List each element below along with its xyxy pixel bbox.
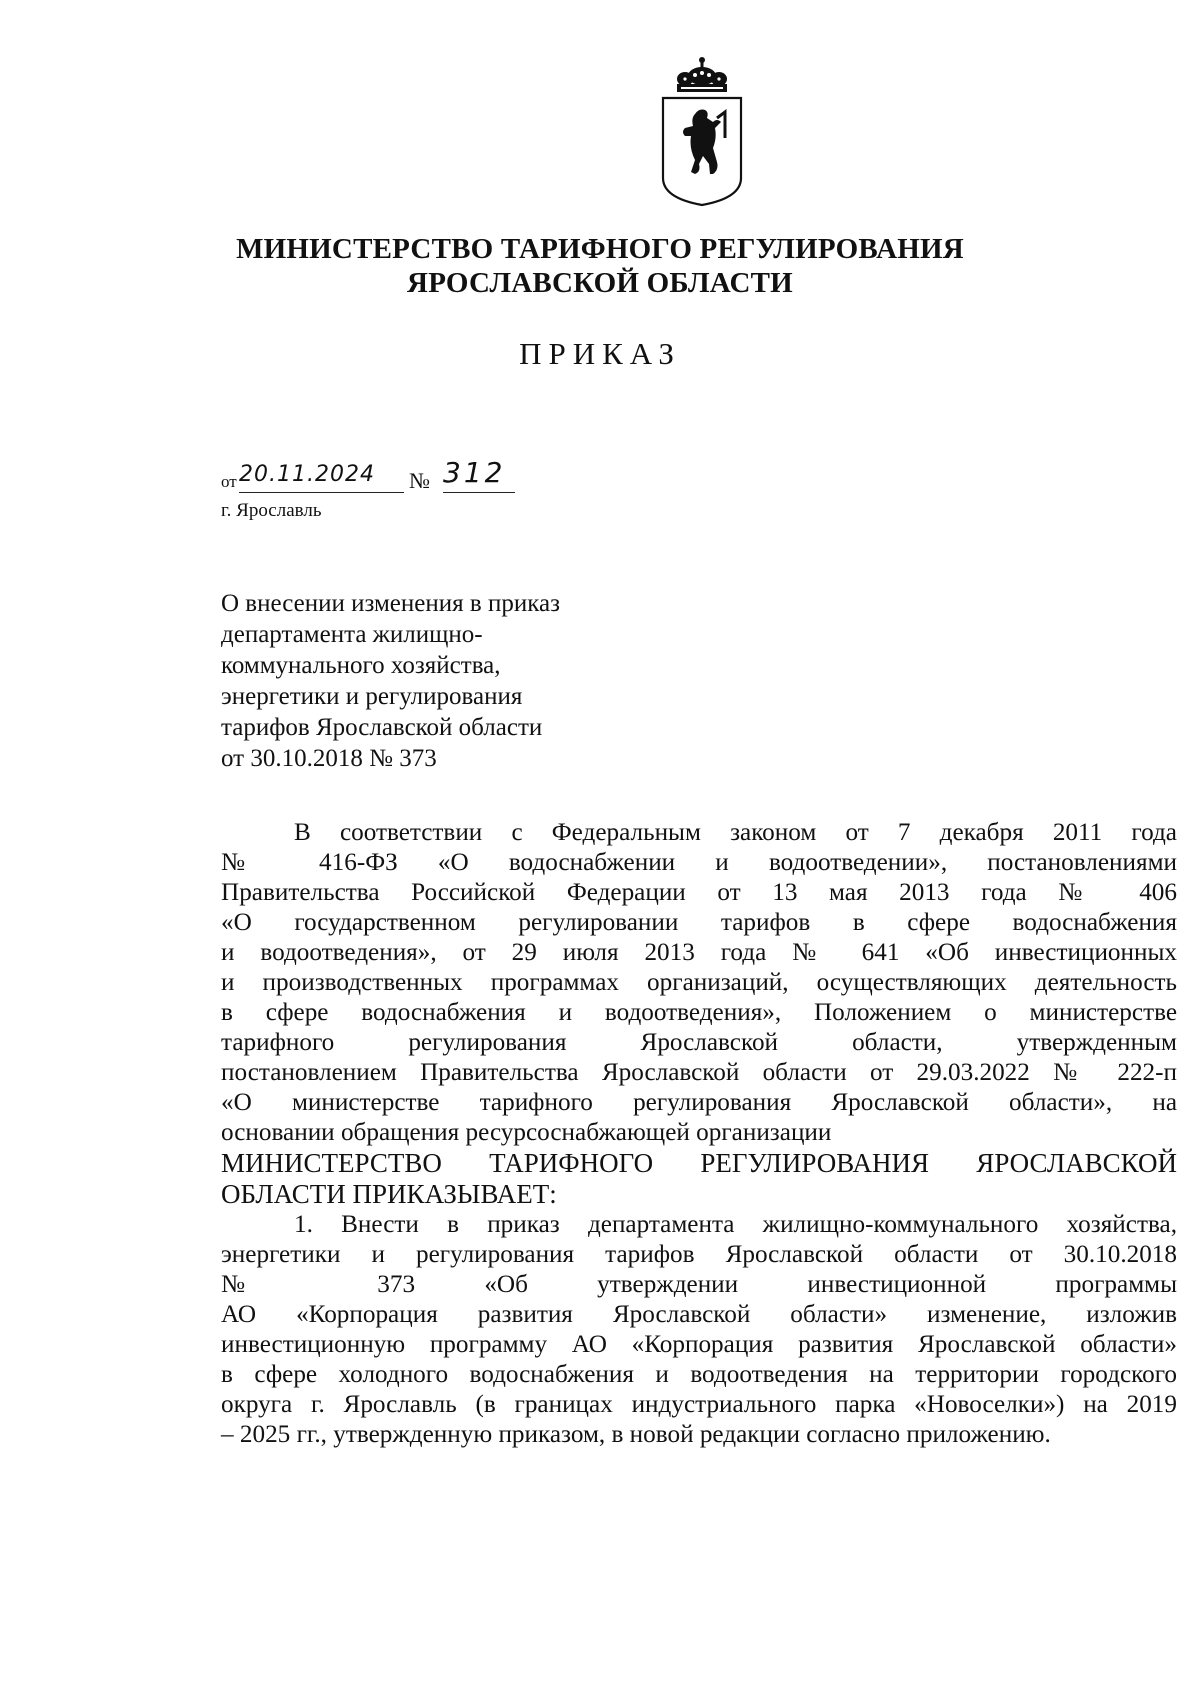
- ministry-title: [200, 232, 1000, 300]
- preamble-line: постановлением Правительства Ярославской области от 29.03.2022 № 222-п: [221, 1059, 1177, 1086]
- city: г. Ярославль: [221, 500, 322, 521]
- preamble-line: № 416-ФЗ «О водоснабжении и водоотведении», постановлениями: [221, 849, 1177, 876]
- item-1-line: № 373 «Об утверждении инвестиционной программы: [221, 1271, 1177, 1298]
- subject-line: коммунального хозяйства,: [221, 652, 501, 679]
- yaroslavl-emblem-icon: [655, 52, 750, 207]
- preamble-line: В соответствии с Федеральным законом от 7 декабря 2011 года: [294, 819, 1177, 846]
- item-1-line: инвестиционную программу АО «Корпорация развития Ярославской области»: [221, 1331, 1177, 1358]
- order-body: [221, 818, 1177, 1450]
- preamble-line: в сфере водоснабжения и водоотведения», Положением о министерстве: [221, 999, 1177, 1026]
- preamble-line: тарифного регулирования Ярославской области, утвержденным: [221, 1029, 1177, 1056]
- preamble-line: основании обращения ресурсоснабжающей организации: [221, 1119, 832, 1146]
- item-1-line: округа г. Ярославль (в границах индустриального парка «Новоселки») на 2019: [221, 1391, 1177, 1418]
- order-number: 312: [443, 456, 515, 493]
- item-1-line: – 2025 гг., утвержденную приказом, в новой редакции согласно приложению.: [221, 1421, 1051, 1448]
- date-number-row: [221, 456, 541, 494]
- orders-line: МИНИСТЕРСТВО ТАРИФНОГО РЕГУЛИРОВАНИЯ ЯРОСЛАВСКОЙ: [221, 1148, 1177, 1178]
- preamble-line: «О министерстве тарифного регулирования Ярославской области», на: [221, 1089, 1177, 1116]
- document-type: ПРИКАЗ: [519, 336, 681, 371]
- ministry-title-line1: МИНИСТЕРСТВО ТАРИФНОГО РЕГУЛИРОВАНИЯ: [236, 233, 964, 265]
- subject-line: О внесении изменения в приказ: [221, 590, 560, 617]
- item-1-line: в сфере холодного водоснабжения и водоотведения на территории городского: [221, 1361, 1177, 1388]
- subject-line: энергетики и регулирования: [221, 683, 523, 710]
- preamble-line: и производственных программах организаций, осуществляющих деятельность: [221, 969, 1177, 996]
- date-prefix: от: [221, 472, 237, 491]
- item-1-line: энергетики и регулирования тарифов Ярославской области от 30.10.2018: [221, 1241, 1177, 1268]
- number-prefix: №: [409, 468, 430, 493]
- subject-line: департамента жилищно-: [221, 621, 483, 648]
- ministry-title-line2: ЯРОСЛАВСКОЙ ОБЛАСТИ: [407, 267, 793, 299]
- item-1-line: 1. Внести в приказ департамента жилищно-коммунального хозяйства,: [294, 1211, 1177, 1238]
- preamble-line: «О государственном регулировании тарифов в сфере водоснабжения: [221, 909, 1177, 936]
- order-date: 20.11.2024: [239, 462, 404, 493]
- preamble-line: Правительства Российской Федерации от 13 мая 2013 года № 406: [221, 879, 1177, 906]
- item-1-line: АО «Корпорация развития Ярославской области» изменение, изложив: [221, 1301, 1177, 1328]
- orders-line: ОБЛАСТИ ПРИКАЗЫВАЕТ:: [221, 1179, 557, 1209]
- subject-line: тарифов Ярославской области: [221, 714, 543, 741]
- order-subject: [221, 588, 641, 774]
- preamble-line: и водоотведения», от 29 июля 2013 года № 641 «Об инвестиционных: [221, 939, 1177, 966]
- subject-line: от 30.10.2018 № 373: [221, 745, 437, 772]
